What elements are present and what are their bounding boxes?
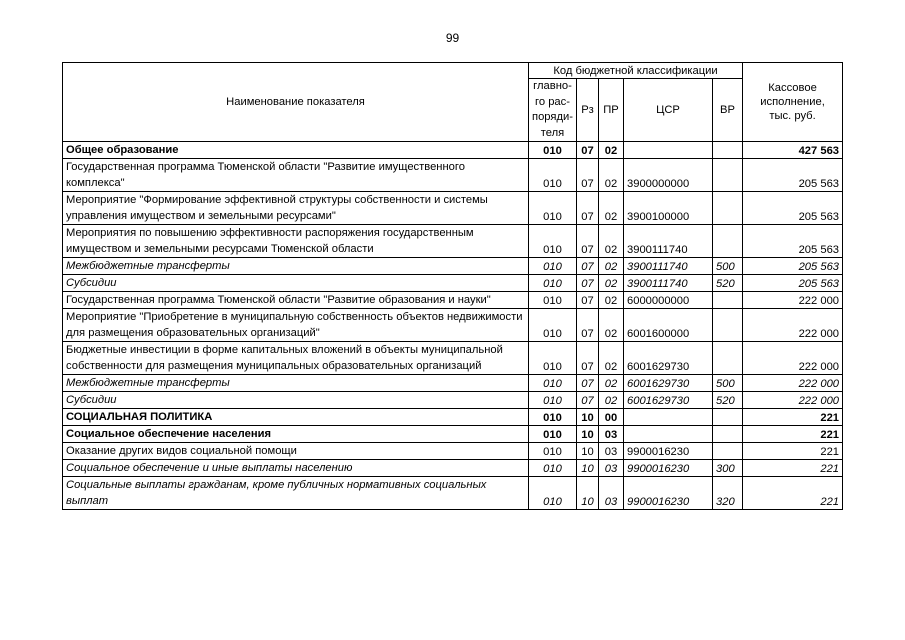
row-pr: 02 — [599, 258, 624, 275]
row-vr — [713, 159, 743, 192]
row-rz: 07 — [577, 192, 599, 225]
row-pr: 03 — [599, 477, 624, 510]
row-rz: 07 — [577, 375, 599, 392]
row-rz: 07 — [577, 258, 599, 275]
row-glava: 010 — [529, 375, 577, 392]
row-vr — [713, 342, 743, 375]
header-glava: главно- го рас- поряди- теля — [529, 79, 577, 142]
table-row — [63, 258, 843, 275]
header-amount: Кассовое исполнение, тыс. руб. — [743, 63, 843, 142]
row-csr: 9900016230 — [624, 460, 713, 477]
row-amount: 205 563 — [743, 275, 843, 292]
row-amount: 221 — [743, 443, 843, 460]
row-pr: 02 — [599, 292, 624, 309]
row-csr — [624, 409, 713, 426]
row-glava: 010 — [529, 292, 577, 309]
row-rz: 07 — [577, 142, 599, 159]
table-header — [63, 63, 843, 142]
row-amount: 221 — [743, 477, 843, 510]
row-name: Оказание других видов социальной помощи — [63, 443, 529, 460]
row-vr — [713, 309, 743, 342]
row-amount: 222 000 — [743, 392, 843, 409]
row-amount: 222 000 — [743, 375, 843, 392]
row-pr: 02 — [599, 275, 624, 292]
row-pr: 03 — [599, 426, 624, 443]
row-glava: 010 — [529, 392, 577, 409]
row-glava: 010 — [529, 275, 577, 292]
row-amount: 205 563 — [743, 159, 843, 192]
row-amount: 221 — [743, 460, 843, 477]
row-rz: 10 — [577, 443, 599, 460]
row-amount: 222 000 — [743, 292, 843, 309]
row-vr — [713, 225, 743, 258]
table-row — [63, 409, 843, 426]
row-glava: 010 — [529, 225, 577, 258]
row-glava: 010 — [529, 342, 577, 375]
row-csr: 3900000000 — [624, 159, 713, 192]
table-row — [63, 192, 843, 225]
row-rz: 07 — [577, 309, 599, 342]
row-amount: 205 563 — [743, 225, 843, 258]
row-pr: 02 — [599, 392, 624, 409]
row-rz: 07 — [577, 159, 599, 192]
page-number: 99 — [445, 31, 460, 45]
row-vr: 320 — [713, 477, 743, 510]
row-glava: 010 — [529, 443, 577, 460]
row-vr: 500 — [713, 258, 743, 275]
row-amount: 221 — [743, 409, 843, 426]
row-name: Мероприятия по повышению эффективности распоряжения государственным имуществом и земельными ресурсами Тюменской области — [63, 225, 529, 258]
row-vr — [713, 192, 743, 225]
header-name: Наименование показателя — [63, 63, 529, 142]
row-pr: 02 — [599, 192, 624, 225]
row-rz: 07 — [577, 392, 599, 409]
table-row — [63, 477, 843, 510]
row-name: Мероприятие "Приобретение в муниципальную собственность объектов недвижимости для размещения образовательных организаций" — [63, 309, 529, 342]
row-name: Субсидии — [63, 275, 529, 292]
row-pr: 02 — [599, 342, 624, 375]
row-rz: 10 — [577, 477, 599, 510]
row-csr: 3900111740 — [624, 258, 713, 275]
row-name: Социальные выплаты гражданам, кроме публичных нормативных социальных выплат — [63, 477, 529, 510]
row-pr: 02 — [599, 225, 624, 258]
table-row — [63, 426, 843, 443]
table-row — [63, 309, 843, 342]
row-amount: 427 563 — [743, 142, 843, 159]
table-row — [63, 225, 843, 258]
row-pr: 00 — [599, 409, 624, 426]
row-rz: 10 — [577, 460, 599, 477]
row-vr: 520 — [713, 392, 743, 409]
row-glava: 010 — [529, 477, 577, 510]
header-kbk-group: Код бюджетной классификации — [529, 63, 743, 79]
table-row — [63, 292, 843, 309]
header-pr: ПР — [599, 79, 624, 142]
table-body — [63, 142, 843, 510]
row-amount: 205 563 — [743, 258, 843, 275]
row-vr — [713, 142, 743, 159]
row-amount: 222 000 — [743, 309, 843, 342]
row-name: Межбюджетные трансферты — [63, 258, 529, 275]
row-pr: 03 — [599, 443, 624, 460]
row-glava: 010 — [529, 192, 577, 225]
row-csr: 3900111740 — [624, 275, 713, 292]
row-name: Субсидии — [63, 392, 529, 409]
row-vr — [713, 443, 743, 460]
row-csr: 6001629730 — [624, 342, 713, 375]
row-csr — [624, 426, 713, 443]
table-row — [63, 275, 843, 292]
row-glava: 010 — [529, 460, 577, 477]
row-csr: 3900100000 — [624, 192, 713, 225]
row-glava: 010 — [529, 159, 577, 192]
row-glava: 010 — [529, 258, 577, 275]
row-csr: 9900016230 — [624, 477, 713, 510]
row-amount: 221 — [743, 426, 843, 443]
header-vr: ВР — [713, 79, 743, 142]
row-vr — [713, 426, 743, 443]
row-name: Государственная программа Тюменской области "Развитие образования и науки" — [63, 292, 529, 309]
row-csr: 3900111740 — [624, 225, 713, 258]
table-row — [63, 159, 843, 192]
row-csr: 6001629730 — [624, 375, 713, 392]
row-glava: 010 — [529, 142, 577, 159]
row-csr — [624, 142, 713, 159]
row-rz: 07 — [577, 225, 599, 258]
row-name: Межбюджетные трансферты — [63, 375, 529, 392]
header-rz: Рз — [577, 79, 599, 142]
row-name: Бюджетные инвестиции в форме капитальных вложений в объекты муниципальной собственности для размещения муниципальных образовательных организаций — [63, 342, 529, 375]
row-glava: 010 — [529, 309, 577, 342]
row-glava: 010 — [529, 426, 577, 443]
row-vr: 300 — [713, 460, 743, 477]
row-pr: 03 — [599, 460, 624, 477]
row-pr: 02 — [599, 375, 624, 392]
row-vr: 500 — [713, 375, 743, 392]
row-name: Мероприятие "Формирование эффективной структуры собственности и системы управления имуществом и земельными ресурсами" — [63, 192, 529, 225]
row-vr — [713, 292, 743, 309]
header-csr: ЦСР — [624, 79, 713, 142]
row-pr: 02 — [599, 309, 624, 342]
row-rz: 07 — [577, 342, 599, 375]
row-amount: 205 563 — [743, 192, 843, 225]
row-glava: 010 — [529, 409, 577, 426]
row-rz: 10 — [577, 409, 599, 426]
row-csr: 9900016230 — [624, 443, 713, 460]
row-name: Государственная программа Тюменской области "Развитие имущественного комплекса" — [63, 159, 529, 192]
row-pr: 02 — [599, 142, 624, 159]
row-pr: 02 — [599, 159, 624, 192]
table-row — [63, 342, 843, 375]
table-row — [63, 142, 843, 159]
row-name: Социальное обеспечение населения — [63, 426, 529, 443]
row-name: СОЦИАЛЬНАЯ ПОЛИТИКА — [63, 409, 529, 426]
row-rz: 07 — [577, 275, 599, 292]
row-csr: 6001600000 — [624, 309, 713, 342]
row-name: Социальное обеспечение и иные выплаты населению — [63, 460, 529, 477]
table-row — [63, 443, 843, 460]
row-vr — [713, 409, 743, 426]
row-csr: 6001629730 — [624, 392, 713, 409]
row-rz: 07 — [577, 292, 599, 309]
row-csr: 6000000000 — [624, 292, 713, 309]
budget-table — [62, 62, 843, 510]
row-name: Общее образование — [63, 142, 529, 159]
row-rz: 10 — [577, 426, 599, 443]
table-row — [63, 392, 843, 409]
table-row — [63, 375, 843, 392]
row-amount: 222 000 — [743, 342, 843, 375]
table-row — [63, 460, 843, 477]
row-vr: 520 — [713, 275, 743, 292]
